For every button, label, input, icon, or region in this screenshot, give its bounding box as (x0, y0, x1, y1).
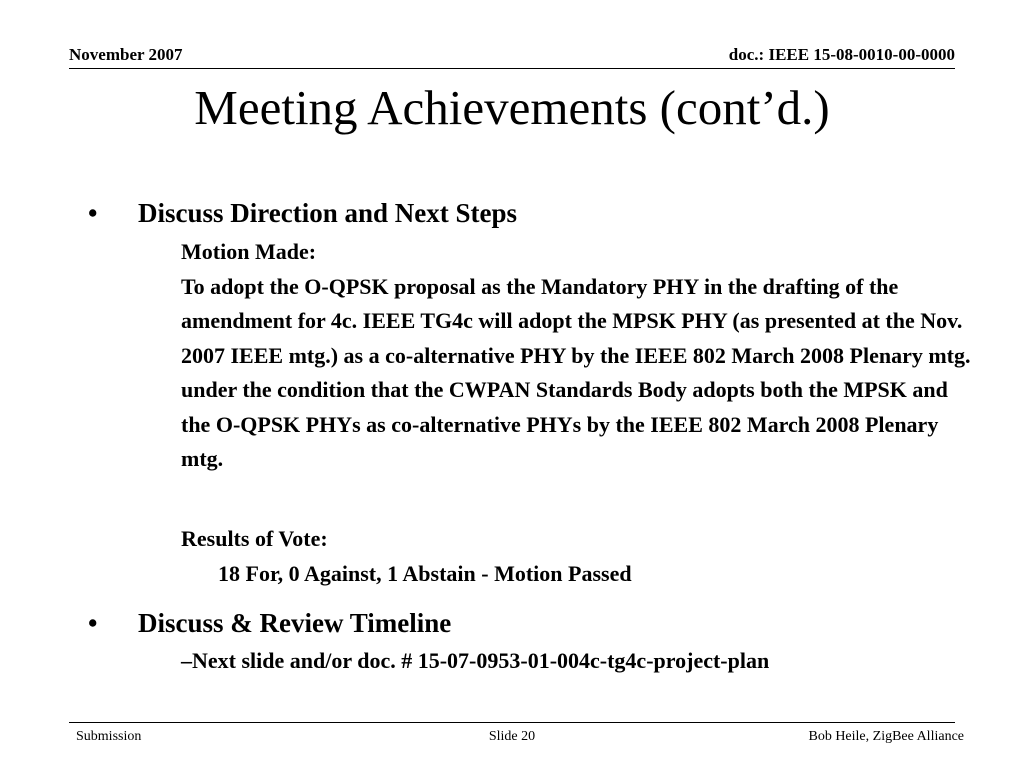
bullet-review-timeline: Discuss & Review Timeline (138, 608, 452, 638)
bullet-marker: • (88, 608, 98, 638)
results-label: Results of Vote: (181, 526, 328, 551)
motion-block (181, 235, 971, 477)
bullet-direction-next-steps: Discuss Direction and Next Steps (138, 198, 518, 228)
results-text: 18 For, 0 Against, 1 Abstain - Motion Passed (218, 560, 632, 586)
header-divider (69, 68, 955, 69)
timeline-sub-item: –Next slide and/or doc. # 15-07-0953-01-004c-tg4c-project-plan (181, 648, 770, 673)
footer-slide-number: Slide 20 (488, 729, 536, 744)
motion-label: Motion Made: (181, 239, 317, 264)
header-date: November 2007 (69, 45, 183, 64)
footer-submission: Submission (76, 729, 142, 744)
vote-results-block (181, 522, 632, 591)
motion-text: To adopt the O-QPSK proposal as the Mandatory PHY in the drafting of the amendment for 4c. IEEE TG4c will adopt the MPSK PHY (as presented at the Nov. 2007 IEEE mtg.) as a co-alternative PHY by the IEEE 802 March 2008 Plenary mtg. under the condition that the CWPAN Standards Body adopts both the MPSK and the O-QPSK PHYs as co-alternative PHYs by the IEEE 802 March 2008 Plenary mtg. (181, 273, 971, 471)
slide-title: Meeting Achievements (cont’d.) (194, 80, 830, 135)
footer-divider (69, 722, 955, 723)
bullet-marker: • (88, 198, 98, 228)
header-doc-id: doc.: IEEE 15-08-0010-00-0000 (728, 45, 955, 64)
footer-author: Bob Heile, ZigBee Alliance (808, 729, 964, 744)
